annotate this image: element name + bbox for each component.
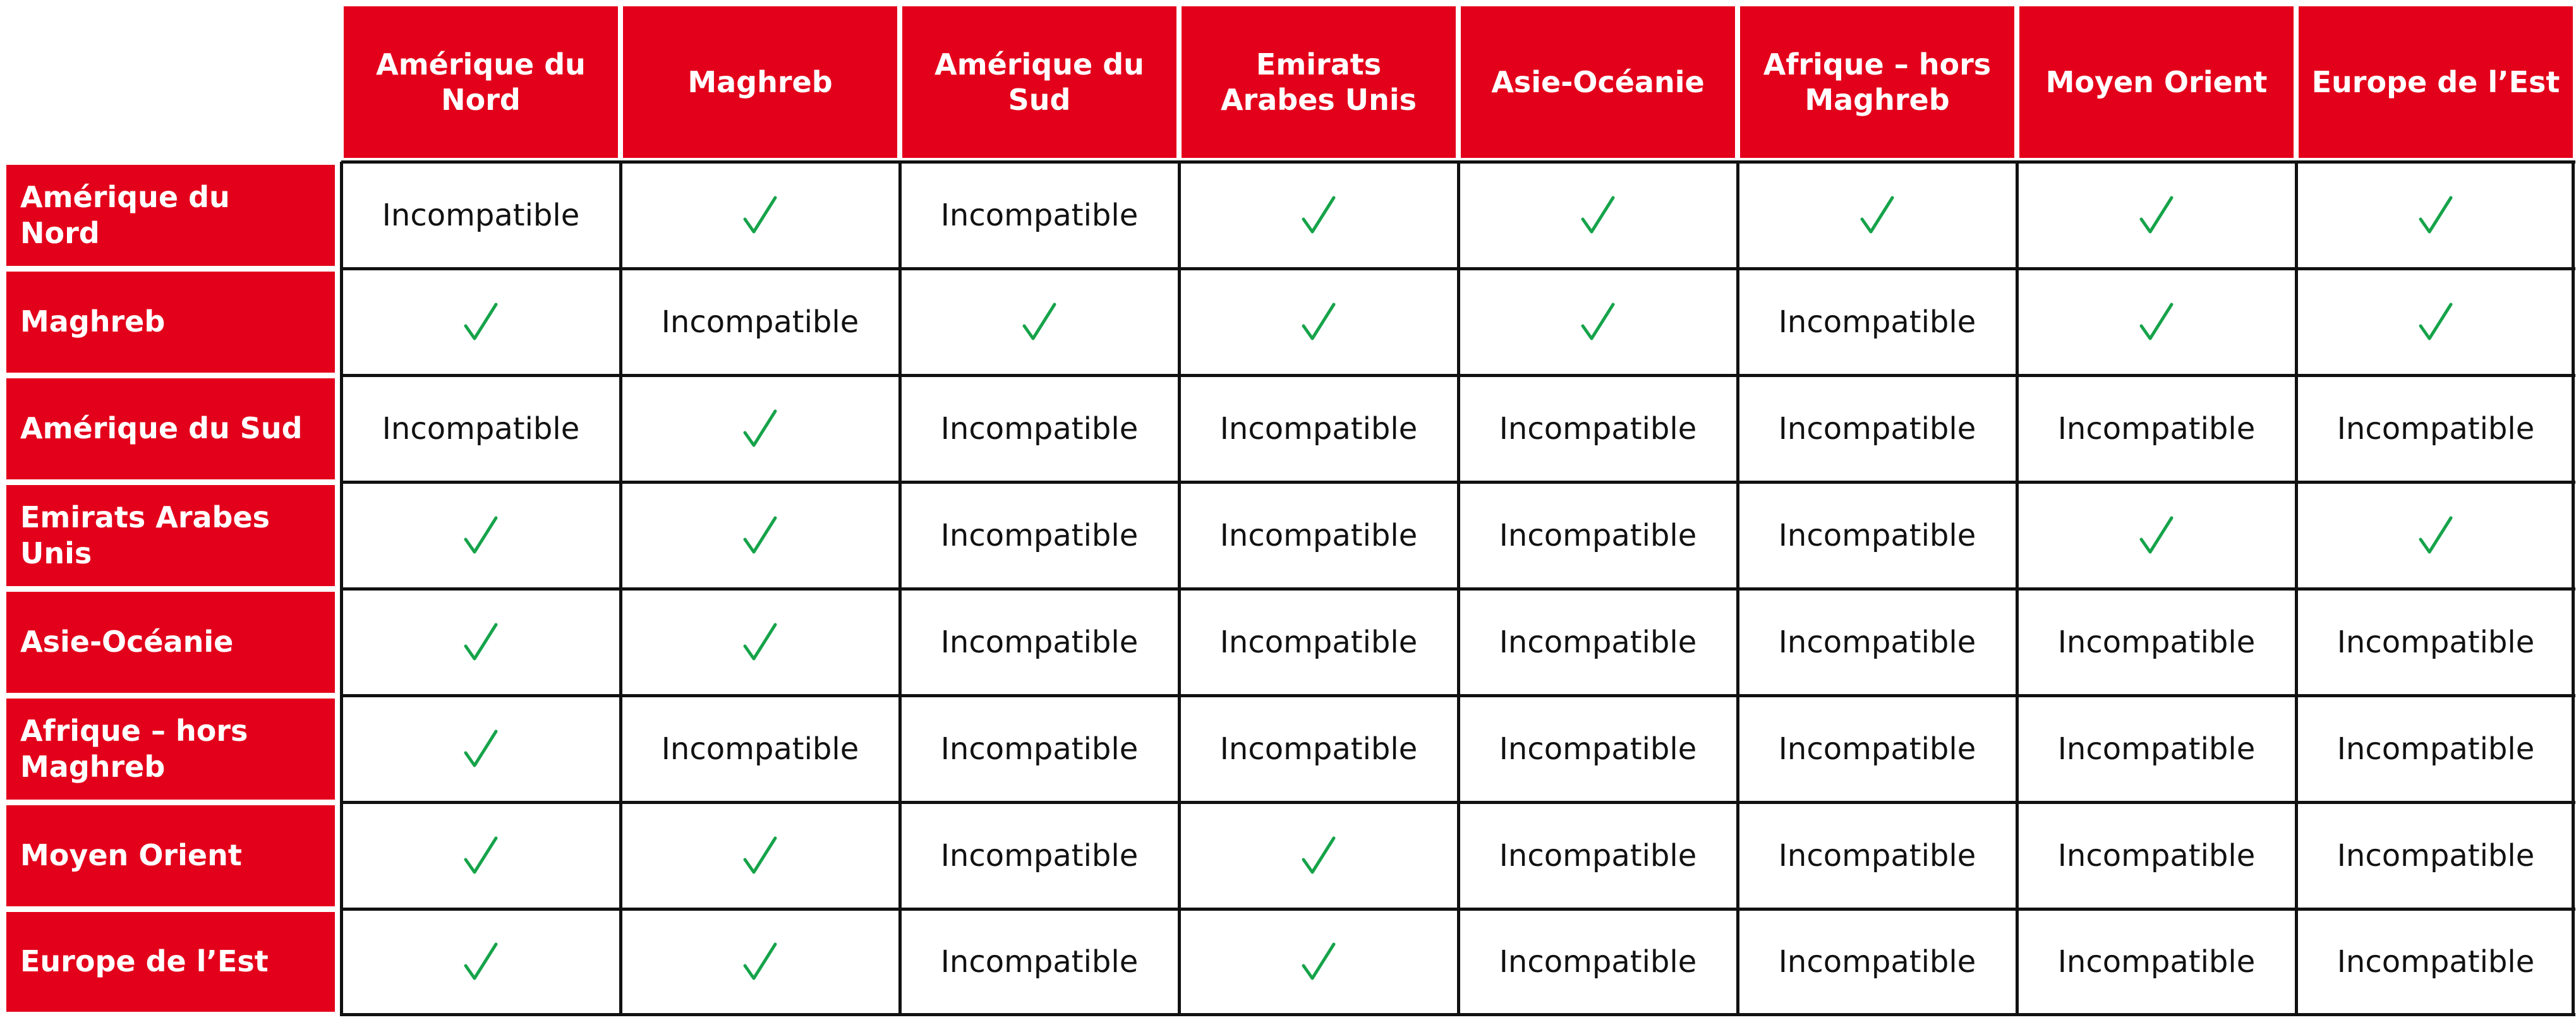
check-icon <box>1301 834 1336 877</box>
incompatible-cell: Incompatible <box>940 624 1139 660</box>
compatible-cell <box>2296 162 2575 268</box>
check-icon <box>742 940 778 983</box>
check-icon <box>742 514 778 557</box>
column-header-emirats-arabes-unis: Emirats Arabes Unis <box>1182 6 1456 158</box>
compatible-cell <box>1179 909 1458 1014</box>
incompatible-cell: Incompatible <box>1219 624 1418 660</box>
grid-horizontal-line <box>341 801 2575 804</box>
incompatible-cell: Incompatible <box>382 197 580 233</box>
row-header-moyen-orient: Moyen Orient <box>6 805 335 906</box>
column-header-asie-oceanie: Asie-Océanie <box>1461 6 1735 158</box>
check-icon <box>2418 194 2453 237</box>
compatible-cell <box>620 162 900 268</box>
compatible-cell <box>1738 162 2017 268</box>
grid-horizontal-line <box>341 587 2575 591</box>
compatible-cell <box>2017 162 2296 268</box>
compatible-cell <box>2017 268 2296 375</box>
incompatible-cell: Incompatible <box>1499 837 1697 873</box>
grid-horizontal-line <box>341 1013 2575 1016</box>
incompatible-cell: Incompatible <box>2057 731 2256 767</box>
column-header-europe-de-l-est: Europe de l’Est <box>2299 6 2573 158</box>
incompatible-cell: Incompatible <box>1778 731 1976 767</box>
grid-horizontal-line <box>341 908 2575 911</box>
incompatible-cell: Incompatible <box>2057 944 2256 980</box>
compatible-cell <box>341 695 620 802</box>
compatible-cell <box>620 375 900 482</box>
incompatible-cell: Incompatible <box>1778 624 1976 660</box>
column-header-maghreb: Maghreb <box>623 6 897 158</box>
compatible-cell <box>341 909 620 1014</box>
grid-horizontal-line <box>341 267 2575 270</box>
incompatible-cell: Incompatible <box>382 411 580 447</box>
column-header-amerique-du-nord: Amérique du Nord <box>344 6 618 158</box>
check-icon <box>1301 194 1336 237</box>
column-header-afrique-hors-maghreb: Afrique – hors Maghreb <box>1740 6 2014 158</box>
compatible-cell <box>620 802 900 909</box>
check-icon <box>463 621 499 664</box>
incompatible-cell: Incompatible <box>940 837 1139 873</box>
check-icon <box>463 728 499 771</box>
check-icon <box>742 407 778 450</box>
incompatible-cell: Incompatible <box>1499 624 1697 660</box>
grid-horizontal-line <box>341 481 2575 484</box>
compatible-cell <box>620 482 900 589</box>
incompatible-cell: Incompatible <box>2337 624 2535 660</box>
compatible-cell <box>620 909 900 1014</box>
compatible-cell <box>1179 268 1458 375</box>
check-icon <box>1580 194 1616 237</box>
incompatible-cell: Incompatible <box>2057 837 2256 873</box>
incompatible-cell: Incompatible <box>661 731 859 767</box>
incompatible-cell: Incompatible <box>1219 411 1418 447</box>
incompatible-cell: Incompatible <box>1499 517 1697 553</box>
check-icon <box>463 514 499 557</box>
incompatible-cell: Incompatible <box>940 944 1139 980</box>
compatible-cell <box>1179 802 1458 909</box>
grid-horizontal-line <box>341 160 2575 164</box>
compatible-cell <box>341 589 620 695</box>
incompatible-cell: Incompatible <box>1778 517 1976 553</box>
grid-horizontal-line <box>341 374 2575 377</box>
incompatible-cell: Incompatible <box>1778 837 1976 873</box>
incompatible-cell: Incompatible <box>2057 411 2256 447</box>
compatible-cell <box>1458 268 1738 375</box>
row-header-europe-de-l-est: Europe de l’Est <box>6 912 335 1012</box>
check-icon <box>2139 194 2174 237</box>
incompatible-cell: Incompatible <box>1778 304 1976 340</box>
compatible-cell <box>1458 162 1738 268</box>
compatible-cell <box>2017 482 2296 589</box>
compatible-cell <box>341 482 620 589</box>
incompatible-cell: Incompatible <box>1499 944 1697 980</box>
check-icon <box>1301 940 1336 983</box>
check-icon <box>463 834 499 877</box>
compatible-cell <box>341 802 620 909</box>
check-icon <box>463 940 499 983</box>
incompatible-cell: Incompatible <box>2337 411 2535 447</box>
check-icon <box>2139 301 2174 344</box>
check-icon <box>1022 301 1057 344</box>
incompatible-cell: Incompatible <box>1778 944 1976 980</box>
incompatible-cell: Incompatible <box>1499 731 1697 767</box>
check-icon <box>1580 301 1616 344</box>
check-icon <box>742 194 778 237</box>
incompatible-cell: Incompatible <box>940 731 1139 767</box>
check-icon <box>2418 301 2453 344</box>
row-header-afrique-hors-maghreb: Afrique – hors Maghreb <box>6 699 335 800</box>
incompatible-cell: Incompatible <box>940 517 1139 553</box>
row-header-emirats-arabes-unis: Emirats Arabes Unis <box>6 485 335 586</box>
incompatible-cell: Incompatible <box>661 304 859 340</box>
compatible-cell <box>2296 482 2575 589</box>
column-header-amerique-du-sud: Amérique du Sud <box>902 6 1176 158</box>
incompatible-cell: Incompatible <box>1778 411 1976 447</box>
incompatible-cell: Incompatible <box>940 197 1139 233</box>
incompatible-cell: Incompatible <box>2337 944 2535 980</box>
row-header-maghreb: Maghreb <box>6 272 335 373</box>
row-header-amerique-du-nord: Amérique du Nord <box>6 165 335 266</box>
compatible-cell <box>341 268 620 375</box>
incompatible-cell: Incompatible <box>2057 624 2256 660</box>
check-icon <box>742 834 778 877</box>
row-header-amerique-du-sud: Amérique du Sud <box>6 378 335 479</box>
check-icon <box>1301 301 1336 344</box>
row-header-asie-oceanie: Asie-Océanie <box>6 592 335 693</box>
incompatible-cell: Incompatible <box>1499 411 1697 447</box>
incompatible-cell: Incompatible <box>1219 517 1418 553</box>
check-icon <box>2418 514 2453 557</box>
compatible-cell <box>620 589 900 695</box>
incompatible-cell: Incompatible <box>2337 731 2535 767</box>
incompatible-cell: Incompatible <box>940 411 1139 447</box>
compatible-cell <box>900 268 1179 375</box>
check-icon <box>2139 514 2174 557</box>
incompatible-cell: Incompatible <box>2337 837 2535 873</box>
column-header-moyen-orient: Moyen Orient <box>2019 6 2294 158</box>
incompatible-cell: Incompatible <box>1219 731 1418 767</box>
compatible-cell <box>2296 268 2575 375</box>
compatible-cell <box>1179 162 1458 268</box>
grid-horizontal-line <box>341 694 2575 697</box>
check-icon <box>742 621 778 664</box>
check-icon <box>463 301 499 344</box>
check-icon <box>1859 194 1895 237</box>
